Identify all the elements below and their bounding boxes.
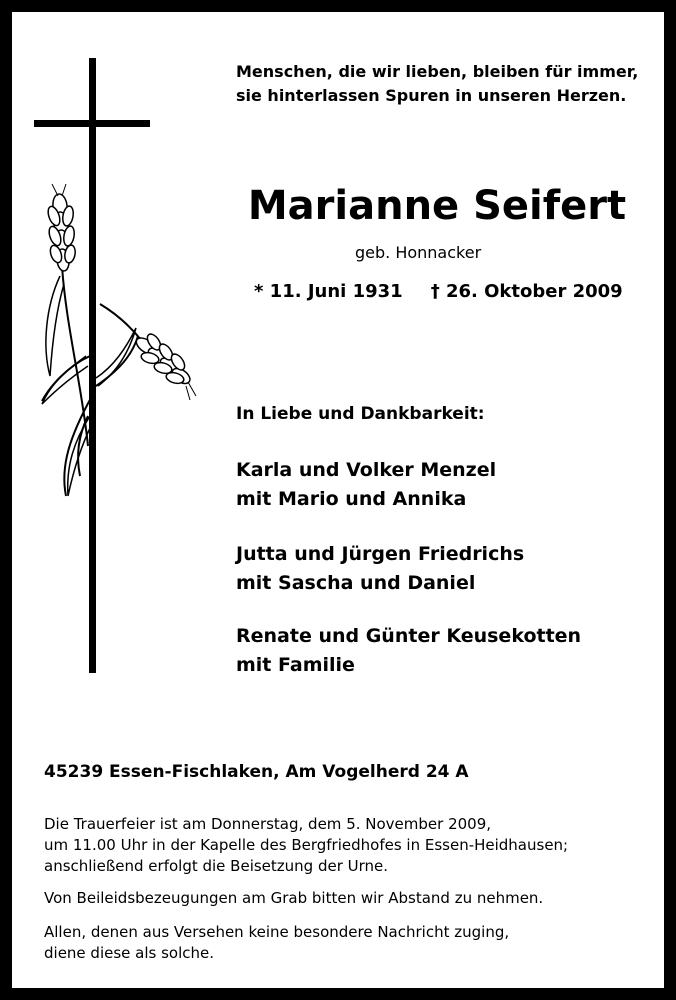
mourner-line: Karla und Volker Menzel — [236, 459, 497, 481]
maiden-name: geb. Honnacker — [355, 243, 482, 262]
closing-line: diene diese als solche. — [44, 944, 215, 962]
motto-line: sie hinterlassen Spuren in unseren Herzen. — [236, 86, 627, 105]
closing-line: Allen, denen aus Versehen keine besondere Nachricht zuging, — [44, 923, 510, 941]
address: 45239 Essen-Fischlaken, Am Vogelherd 24 A — [44, 762, 469, 782]
service-line: anschließend erfolgt die Beisetzung der Urne. — [44, 857, 389, 875]
birth-date: * 11. Juni 1931 — [254, 281, 403, 302]
service-line: Die Trauerfeier ist am Donnerstag, dem 5. November 2009, — [44, 815, 492, 833]
deceased-name-text: Marianne Seifert — [247, 183, 627, 229]
life-dates — [254, 280, 623, 304]
death-date: † 26. Oktober 2009 — [430, 281, 623, 302]
closing-note — [44, 922, 509, 964]
mourner-family — [236, 456, 496, 514]
mourner-line: mit Sascha und Daniel — [236, 572, 476, 594]
mourner-line: mit Mario und Annika — [236, 488, 467, 510]
mourner-family — [236, 622, 581, 680]
motto — [236, 60, 638, 108]
condolence-note: Von Beileidsbezeugungen am Grab bitten wir Abstand zu nehmen. — [44, 889, 544, 907]
motto-line: Menschen, die wir lieben, bleiben für immer, — [236, 62, 639, 81]
mourners-intro: In Liebe und Dankbarkeit: — [236, 404, 485, 424]
service-info — [44, 814, 568, 877]
mourner-line: mit Familie — [236, 654, 355, 676]
mourner-line: Jutta und Jürgen Friedrichs — [236, 543, 525, 565]
cross-with-wheat-icon — [30, 56, 200, 676]
service-line: um 11.00 Uhr in der Kapelle des Bergfriedhofes in Essen-Heidhausen; — [44, 836, 569, 854]
mourner-family — [236, 540, 524, 598]
mourner-line: Renate und Günter Keusekotten — [236, 625, 582, 647]
deceased-name — [0, 182, 676, 230]
